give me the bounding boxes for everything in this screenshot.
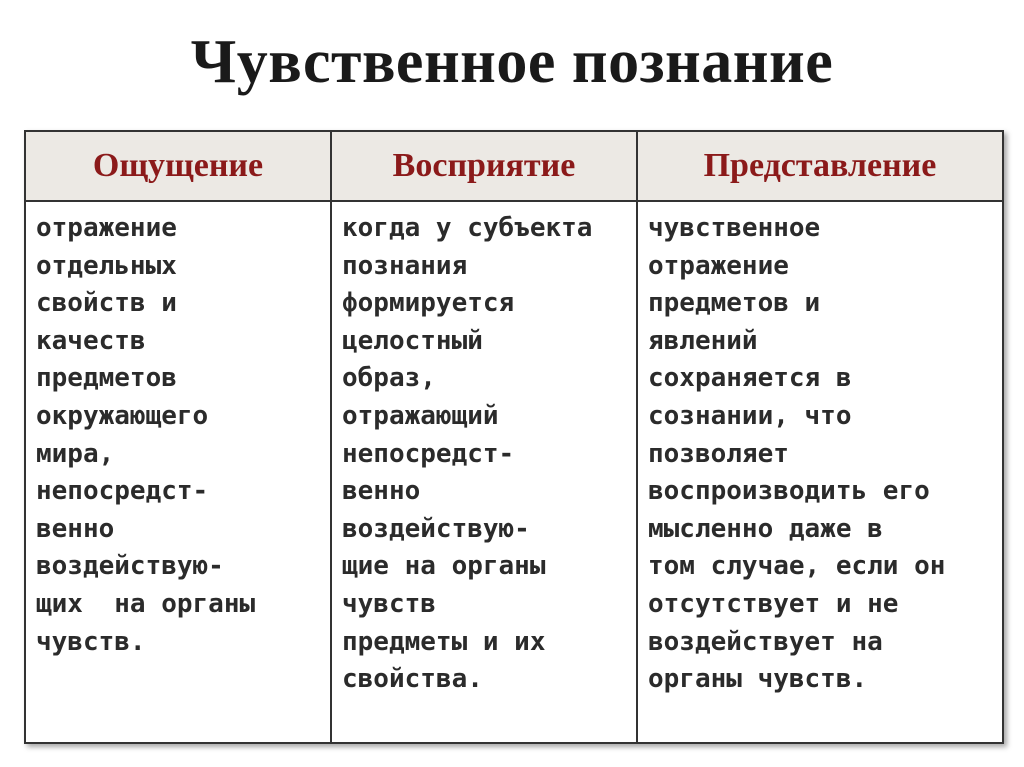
slide-title: Чувственное познание (190, 28, 834, 96)
concepts-table (24, 130, 1004, 744)
cell-sensation (25, 201, 331, 743)
header-perception: Восприятие (331, 131, 637, 201)
cell-representation-text: чувственное отражение предметов и явлений сохраняется в сознании, что позволяет воспроизводить его мысленно даже в том случае, если он отсутствует и не воздействует на органы чувств. (648, 213, 946, 695)
cell-representation (637, 201, 1003, 743)
header-representation: Представление (637, 131, 1003, 201)
table-header-row (25, 131, 1003, 201)
cell-sensation-text: отражение отдельных свойств и качеств предметов окружающего мира, непосредст- венно воздействую- щих на органы чувств. (36, 213, 256, 657)
cell-perception-text: когда у субъекта познания формируется целостный образ, отражающий непосредст- венно воздействую- щие на органы чувств предметы и их свойства. (342, 213, 593, 695)
header-sensation: Ощущение (25, 131, 331, 201)
cell-perception (331, 201, 637, 743)
table-body-row (25, 201, 1003, 743)
